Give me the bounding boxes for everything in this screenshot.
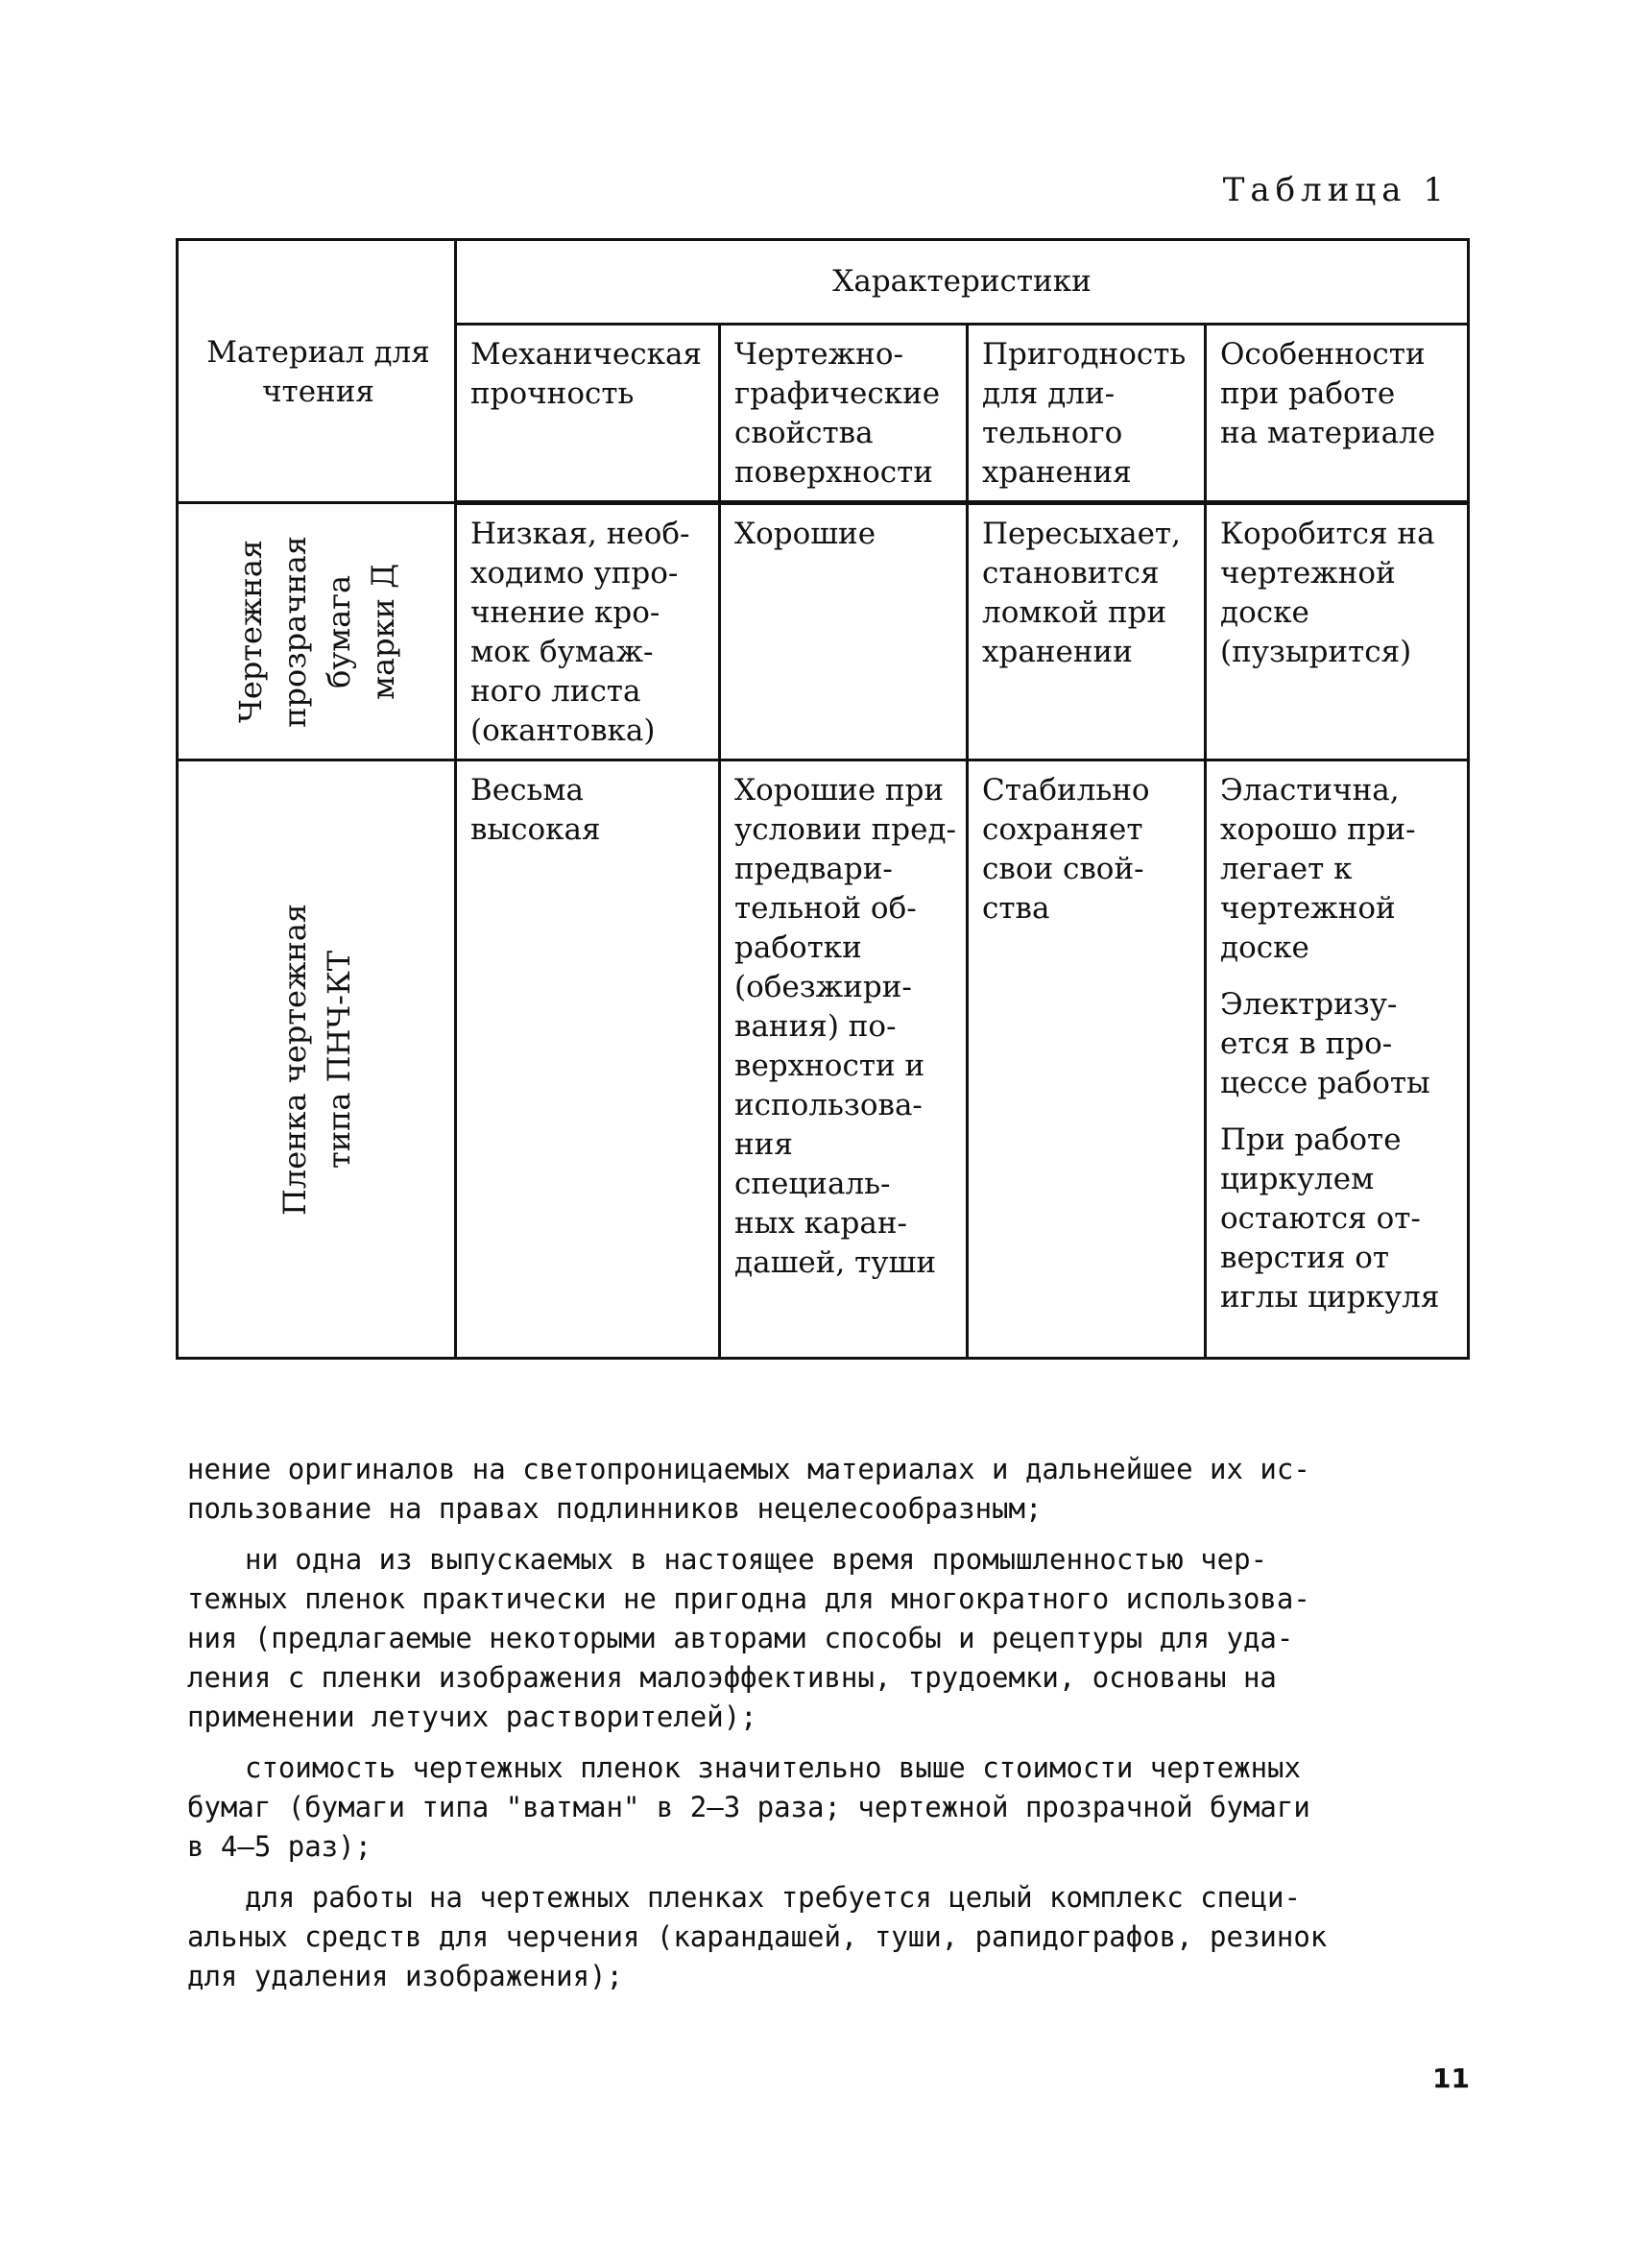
row-material-label: Чертежная прозрачная бумага марки Д bbox=[231, 535, 401, 728]
feature-note: Эластична, хорошо при- легает к чертежной доске bbox=[1220, 773, 1416, 965]
drawing-cell: Хорошие bbox=[720, 503, 968, 760]
page-number: 11 bbox=[1432, 2063, 1470, 2094]
table-caption: Таблица 1 bbox=[1222, 171, 1450, 209]
column-header-drawing-properties: Чертежно- графические свойства поверхности bbox=[720, 325, 968, 503]
material-column-header: Материал для чтения bbox=[178, 240, 456, 503]
table-row bbox=[178, 760, 1469, 1359]
drawing-cell: Хорошие при условии пред- предвари- тельной об- работки (обезжири- вания) по- верхности и использова- ния специаль- ных каран- дашей, туши bbox=[720, 760, 968, 1359]
characteristics-table bbox=[176, 238, 1470, 1360]
row-material-label: Пленка чертежная типа ПНЧ-КТ bbox=[276, 903, 357, 1216]
paragraph: ни одна из выпускаемых в настоящее время промышленностью чер- тежных пленок практически не пригодна для многократного использова- ния (предлагаемые некоторыми авторами способы и рецептуры для уда- ления с пленки изображения малоэффективны, трудоемки, основаны на применении летучих растворителей); bbox=[187, 1543, 1310, 1733]
paragraph: стоимость чертежных пленок значительно выше стоимости чертежных бумаг (бумаги типа "ватман" в 2–3 раза; чертежной прозрачной бумаги в 4–5 раз); bbox=[187, 1751, 1310, 1863]
body-text bbox=[187, 1450, 1454, 2008]
table-row bbox=[178, 503, 1469, 760]
mechanical-cell: Низкая, необ- ходимо упро- чнение кро- мок бумаж- ного листа (окантовка) bbox=[456, 503, 720, 760]
column-header-mechanical: Механическая прочность bbox=[456, 325, 720, 503]
row-material-cell bbox=[178, 760, 456, 1359]
column-header-features: Особенности при работе на материале bbox=[1206, 325, 1469, 503]
storage-cell: Стабильно сохраняет свои свой- ства bbox=[968, 760, 1206, 1359]
characteristics-group-header: Характеристики bbox=[456, 240, 1469, 325]
paragraph: для работы на чертежных пленках требуется целый комплекс специ- альных средств для черчения (карандашей, туши, рапидографов, резинок для удаления изображения); bbox=[187, 1881, 1328, 1992]
feature-note: Коробится на чертежной доске (пузырится) bbox=[1220, 517, 1435, 669]
feature-note: Электризу- ется в про- цессе работы bbox=[1220, 987, 1430, 1100]
feature-note: При работе циркулем остаются от- верстия от иглы циркуля bbox=[1220, 1122, 1440, 1315]
paragraph: нение оригиналов на светопроницаемых материалах и дальнейшее их ис- пользование на правах подлинников нецелесообразным; bbox=[187, 1453, 1310, 1525]
mechanical-cell: Весьма высокая bbox=[456, 760, 720, 1359]
storage-cell: Пересыхает, становится ломкой при хранении bbox=[968, 503, 1206, 760]
column-header-storage: Пригодность для дли- тельного хранения bbox=[968, 325, 1206, 503]
features-cell bbox=[1206, 503, 1469, 760]
features-cell bbox=[1206, 760, 1469, 1359]
row-material-cell bbox=[178, 503, 456, 760]
